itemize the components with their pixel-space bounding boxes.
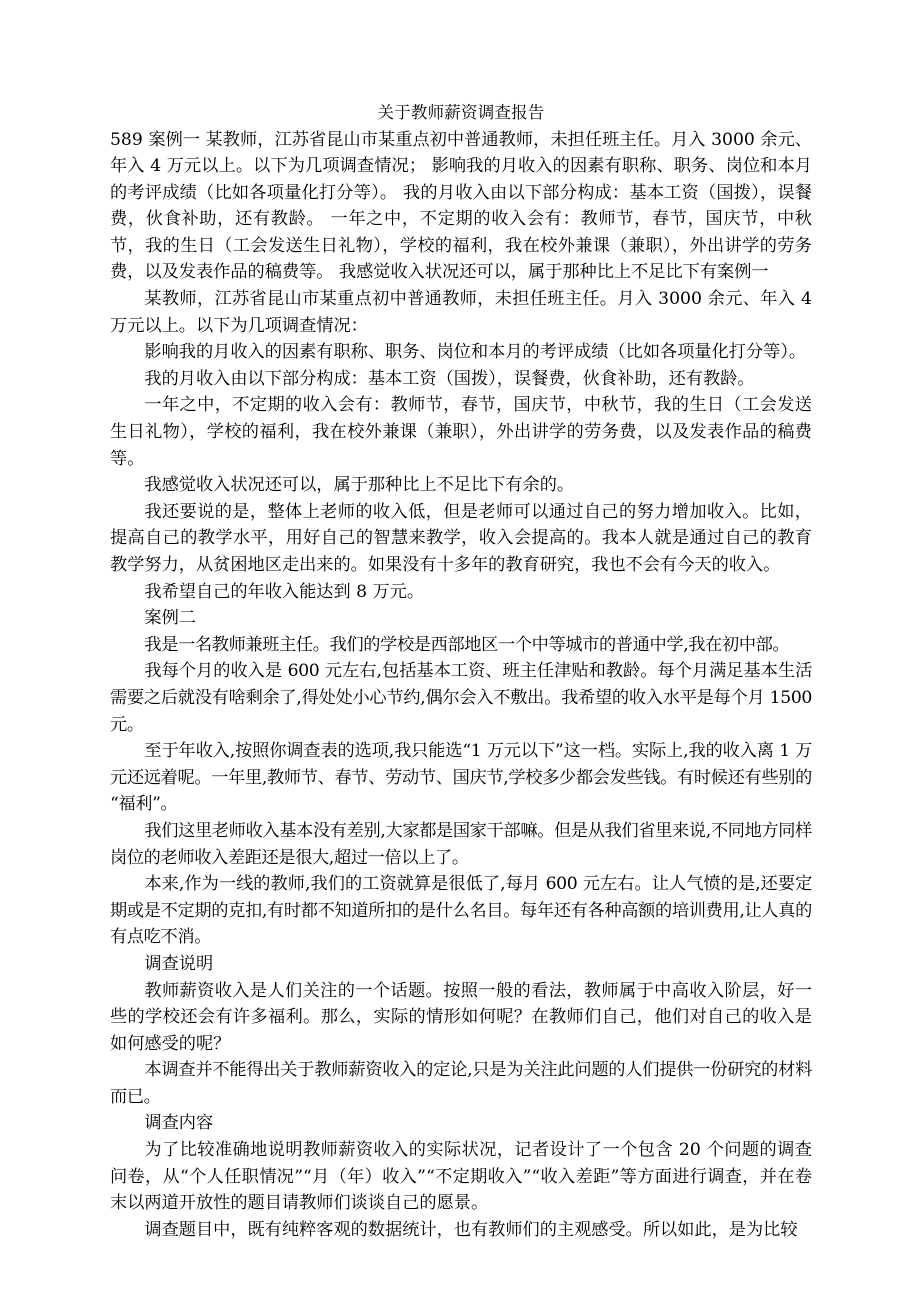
paragraph-monthly-income: 我每个月的收入是 600 元左右,包括基本工资、班主任津贴和教龄。每个月满足基本生活需要之后就没有啥剩余了,得处处小心节约,偶尔会入不敷出。我希望的收入水平是每个月 1500 元。: [110, 661, 812, 735]
paragraph-questionnaire-design: 为了比较准确地说明教师薪资收入的实际状况，记者设计了一个包含 20 个问题的调查问卷，从“个人任职情况”“月（年）收入”“不定期收入”“收入差距”等方面进行调查，并在卷末以两道开放性的题目请教师们谈谈自己的愿景。: [110, 1140, 812, 1214]
paragraph-income-factors: 影响我的月收入的因素有职称、职务、岗位和本月的考评成绩（比如各项量化打分等）。: [144, 342, 807, 363]
paragraph-annual-income-bracket: 至于年收入,按照你调查表的选项,我只能选“1 万元以下”这一档。实际上,我的收入离 1 万元还远着呢。一年里,教师节、春节、劳动节、国庆节,学校多少都会发些钱。有时候还有些别的“福利”。: [110, 741, 812, 815]
paragraph-survey-background: 教师薪资收入是人们关注的一个话题。按照一般的看法，教师属于中高收入阶层，好一些的学校还会有许多福利。那么，实际的情形如何呢？在教师们自己，他们对自己的收入是如何感受的呢？: [110, 980, 812, 1054]
paragraph-case-two-intro: 我是一名教师兼班主任。我们的学校是西部地区一个中等城市的普通中学,我在初中部。: [144, 634, 790, 655]
paragraph-case-one-runon: 589 案例一 某教师，江苏省昆山市某重点初中普通教师，未担任班主任。月入 3000 余元、年入 4 万元以上。以下为几项调查情况； 影响我的月收入的因素有职称、职务、岗位和本月的考评成绩（比如各项量化打分等）。 我的月收入由以下部分构成：基本工资（国拨），误餐费，伙食补助，还有教龄。 一年之中，不定期的收入会有：教师节，春节，国庆节，中秋节，我的生日（工会发送生日礼物），学校的福利，我在校外兼课（兼职），外出讲学的劳务费，以及发表作品的稿费等。 我感觉收入状况还可以，属于那种比上不足比下有案例一: [110, 129, 812, 283]
paragraph-income-composition: 我的月收入由以下部分构成：基本工资（国拨），误餐费，伙食补助，还有教龄。: [144, 368, 755, 389]
paragraph-income-gap: 我们这里老师收入基本没有差别,大家都是国家干部嘛。但是从我们省里来说,不同地方同样岗位的老师收入差距还是很大,超过一倍以上了。: [110, 820, 812, 868]
paragraph-survey-disclaimer: 本调查并不能得出关于教师薪资收入的定论,只是为关注此问题的人们提供一份研究的材料而已。: [110, 1060, 812, 1107]
heading-survey-content: 调查内容: [144, 1113, 214, 1134]
paragraph-irregular-income: 一年之中，不定期的收入会有：教师节，春节，国庆节，中秋节，我的生日（工会发送生日礼物），学校的福利，我在校外兼课（兼职），外出讲学的劳务费，以及发表作品的稿费等。: [110, 395, 812, 469]
paragraph-income-hope: 我希望自己的年收入能达到 8 万元。: [144, 581, 425, 602]
paragraph-income-feeling: 我感觉收入状况还可以，属于那种比上不足比下有余的。: [144, 475, 575, 496]
paragraph-deductions-and-training-fees: 本来,作为一线的教师,我们的工资就算是很低了,每月 600 元左右。让人气愤的是,还要定期或是不定期的克扣,有时都不知道所扣的是什么名目。每年还有各种高额的培训费用,让人真的有点吃不消。: [110, 874, 812, 948]
paragraph-effort-raises-income: 我还要说的是，整体上老师的收入低，但是老师可以通过自己的努力增加收入。比如，提高自己的教学水平，用好自己的智慧来教学，收入会提高的。我本人就是通过自己的教育教学努力，从贫困地区走出来的。如果没有十多年的教育研究，我也不会有今天的收入。: [110, 501, 812, 575]
heading-case-two: 案例二: [144, 608, 196, 629]
document-title: 关于教师薪资调查报告: [377, 103, 545, 122]
paragraph-teacher-profile: 某教师，江苏省昆山市某重点初中普通教师，未担任班主任。月入 3000 余元、年入 4 万元以上。以下为几项调查情况：: [110, 289, 812, 336]
paragraph-question-types: 调查题目中，既有纯粹客观的数据统计，也有教师们的主观感受。所以如此，是为比较: [144, 1219, 798, 1240]
heading-survey-explanation: 调查说明: [144, 953, 214, 974]
document-body: [110, 100, 812, 1243]
